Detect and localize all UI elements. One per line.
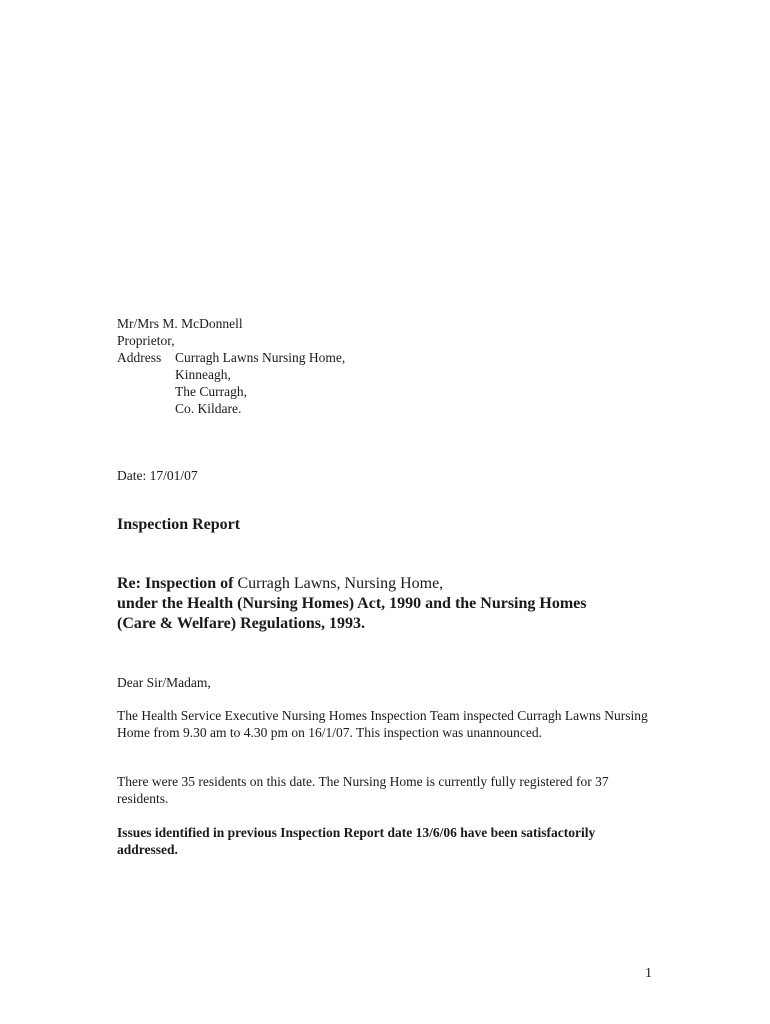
re-line-1 bbox=[117, 574, 677, 594]
address-line-4: Co. Kildare. bbox=[175, 401, 242, 416]
addressee-name: Mr/Mrs M. McDonnell bbox=[117, 316, 243, 331]
address-line-1: Curragh Lawns Nursing Home, bbox=[175, 350, 346, 365]
letter-date: Date: 17/01/07 bbox=[117, 468, 198, 483]
re-line-2: under the Health (Nursing Homes) Act, 1990 and the Nursing Homes bbox=[117, 595, 587, 612]
salutation: Dear Sir/Madam, bbox=[117, 675, 211, 690]
address-line-2: Kinneagh, bbox=[175, 367, 231, 382]
page-number: 1 bbox=[645, 966, 652, 981]
re-prefix: Re: Inspection of bbox=[117, 575, 238, 592]
issues-note: Issues identified in previous Inspection Report date 13/6/06 have been satisfactorily addressed. bbox=[117, 825, 596, 857]
address-line-3: The Curragh, bbox=[175, 384, 247, 399]
addressee-role: Proprietor, bbox=[117, 333, 175, 348]
address-first-line bbox=[117, 349, 345, 366]
re-heading bbox=[117, 574, 677, 634]
paragraph-inspection: The Health Service Executive Nursing Homes Inspection Team inspected Curragh Lawns Nursing Home from 9.30 am to 4.30 pm on 16/1/07. This inspection was unannounced. bbox=[117, 708, 648, 740]
address-label: Address bbox=[117, 350, 162, 365]
report-title: Inspection Report bbox=[117, 516, 241, 533]
paragraph-residents: There were 35 residents on this date. The Nursing Home is currently fully registered for 37 residents. bbox=[117, 774, 609, 806]
re-line-3: (Care & Welfare) Regulations, 1993. bbox=[117, 615, 365, 632]
re-facility: Curragh Lawns, Nursing Home, bbox=[237, 575, 444, 592]
